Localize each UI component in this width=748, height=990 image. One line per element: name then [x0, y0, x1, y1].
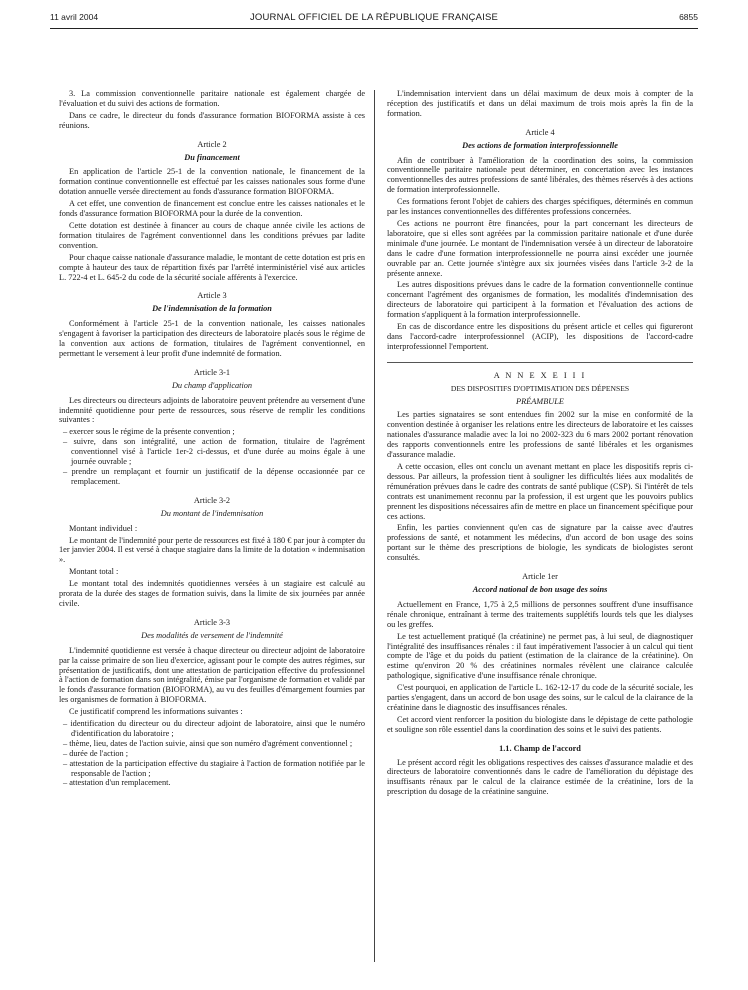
paragraph: L'indemnité quotidienne est versée à chaque directeur ou directeur adjoint de laboratoire par la caisse primaire de son lieu d'exercice, agissant pour le compte des autres régimes, sur présentation de justificatifs, dont une attestation de participation effective du professionnel à l'action de formation dans son intégralité, émise par l'organisme de formation et validé par le fonds d'assurance formation (BIOFORMA), au vu des feuilles d'émargement fournies par les organismes de formation à BIOFORMA.	[59, 645, 365, 705]
paragraph: Les autres dispositions prévues dans le cadre de la formation conventionnelle continue concernant l'agrément des organismes de formation, les modalités d'indemnisation des directeurs de laboratoire qui participent à la formation et l'évaluation des actions de formation s'appliquent à la formation interprofessionnelle.	[387, 280, 693, 320]
paragraph: Cette dotation est destinée à financer au cours de chaque année civile les actions de formation titulaires de l'agrément conventionnel dans les conditions prévues par ladite convention.	[59, 220, 365, 250]
article-subtitle: Du champ d'application	[171, 380, 253, 390]
paragraph: A cette occasion, elles ont conclu un avenant mettant en place les dispositifs repris ci-dessous. Par ailleurs, la profession tient à souligner les difficultés liées aux modalités de rémunération prévues dans le cadre des contrats de santé publique (CSP). Si l'intérêt de tels contrats est unanimement reconnu par la profession, il est urgent que les pouvoirs publics prennent les dispositions nécessaires afin de mettre en place un financement spécifique pour ces actions.	[387, 462, 693, 521]
article-heading: Article 3-1	[193, 367, 231, 377]
paragraph: Ces actions ne pourront être financées, pour la part concernant les directeurs de laboratoire, que si elles sont agréées par la commission paritaire nationale et d'une durée minimale d'une journée. Le montant de l'indemnisation versée à un directeur de laboratoire dans le cadre d'une formation interprofessionnelle ne pourra ainsi excéder une journée ouvrable par an. Cette journée s'intègre aux six journées visées dans l'article 3-2 de la présente annexe.	[387, 218, 693, 278]
paragraph: Actuellement en France, 1,75 à 2,5 millions de personnes souffrent d'une insuffisance rénale chronique, entraînant à terme des traitements supplétifs lourds tels que les dialyses ou les greffes.	[387, 599, 693, 629]
article-subtitle: Du montant de l'indemnisation	[160, 508, 264, 518]
preamble-heading: PRÉAMBULE	[516, 396, 564, 406]
paragraph: Le montant de l'indemnité pour perte de ressources est fixé à 180 € par jour à compter du 1er janvier 2004. Il est versé à chaque stagiaire dans la limite de la dotation « indemnisation ».	[59, 535, 365, 565]
list-item: – identification du directeur ou du directeur adjoint de laboratoire, ainsi que le numéro d'identification du laboratoire ;	[63, 719, 365, 738]
header-rule	[50, 28, 698, 29]
list-item: – durée de l'action ;	[63, 748, 129, 758]
paragraph: En cas de discordance entre les dispositions du présent article et celles qui figureront dans l'accord-cadre interprofessionnel (ACIP), les dispositions de l'accord-cadre interprofessionnel l'emportent.	[387, 322, 693, 351]
paragraph: Cet accord vient renforcer la position du biologiste dans le dépistage de cette pathologie et souligne son rôle essentiel dans la coordination des soins et le suivi des patients.	[387, 714, 693, 734]
list-item: – prendre un remplaçant et fournir un justificatif de la dépense occasionnée par ce remplacement.	[63, 467, 365, 486]
paragraph: Les directeurs ou directeurs adjoints de laboratoire peuvent prétendre au versement d'une indemnité quotidienne pour perte de ressources, sous réserve de remplir les conditions suivantes :	[59, 395, 365, 425]
paragraph: 3. La commission conventionnelle paritaire nationale est également chargée de l'évaluation et du suivi des actions de formation.	[59, 89, 365, 108]
paragraph: Conformément à l'article 25-1 de la convention nationale, les caisses nationales s'engagent à favoriser la participation des directeurs de laboratoire placés sous le régime de la convention aux actions de formation, titulaires de l'agrément conventionnel, en permettant le versement à leur profit d'une indemnité de formation.	[59, 319, 365, 358]
paragraph: Dans ce cadre, le directeur du fonds d'assurance formation BIOFORMA assiste à ces réunions.	[59, 110, 365, 130]
column-divider	[374, 90, 375, 962]
article-title: Du financement	[184, 152, 240, 162]
justificatif-list	[59, 719, 365, 788]
label-line: Montant individuel :	[69, 523, 138, 533]
left-column	[59, 89, 365, 790]
article-subtitle: Des modalités de versement de l'indemnité	[141, 630, 283, 640]
paragraph: Ces formations feront l'objet de cahiers des charges spécifiques, déterminés en commun par les instances conventionnelles des différentes professions concernées.	[387, 197, 693, 217]
page-header	[50, 12, 698, 26]
list-item: – thème, lieu, dates de l'action suivie, ainsi que son numéro d'agrément conventionnel ;	[63, 738, 353, 748]
paragraph: Enfin, les parties conviennent qu'en cas de signature par la caisse avec d'autres professions de santé, et notamment les médecins, d'un accord de bon usage des soins portant sur le thème des prescriptions de biologie, les syndicats de biologistes seront consultés.	[387, 523, 693, 563]
article-heading: Article 4	[525, 127, 555, 137]
condition-list	[59, 427, 365, 486]
article-heading: Article 3	[197, 291, 227, 301]
paragraph: Le présent accord régit les obligations respectives des caisses d'assurance maladie et des directeurs de laboratoire conventionnés dans le cadre de l'amélioration du dépistage des insuffisants rénaux par le calcul de la clairance estimée de la créatinine, lors de la prescription du dosage de la créatinine sanguine.	[387, 757, 693, 797]
list-item: – suivre, dans son intégralité, une action de formation, titulaire de l'agrément conventionnel visé à l'article 1er-2 ci-dessus, et d'une durée au moins égale à une journée ouvrable ;	[63, 437, 365, 467]
paragraph: Ce justificatif comprend les informations suivantes :	[69, 707, 243, 717]
article-title: Accord national de bon usage des soins	[472, 584, 608, 594]
paragraph: C'est pourquoi, en application de l'article L. 162-12-17 du code de la sécurité sociale, les parties s'engagent, dans un accord de bon usage des soins, sur le calcul de la clairance de la créatinine dans le diagnostic des insuffisances rénales.	[387, 683, 693, 712]
article-title: Des actions de formation interprofessionnelle	[462, 140, 618, 150]
page-number: 6855	[679, 12, 698, 22]
paragraph: Les parties signataires se sont entendues fin 2002 sur la mise en conformité de la convention destinée à organiser les relations entre les directeurs de laboratoire et les caisses nationales d'assurance maladie avec la loi no 2002-323 du 6 mars 2002 portant rénovation des rapports conventionnels entre les professions de santé libérales et les organismes d'assurance maladie.	[387, 410, 693, 460]
label-line: Montant total :	[69, 567, 119, 577]
annex-title: DES DISPOSITIFS D'OPTIMISATION DES DÉPENSES	[450, 383, 630, 393]
paragraph: Pour chaque caisse nationale d'assurance maladie, le montant de cette dotation est pris en compte à hauteur des taux de répartition fixés par l'arrêté interministériel visé aux articles L. 722-4 et L. 645-2 du code de la sécurité sociale afférents à l'exercice.	[59, 252, 365, 282]
annex-label: A N N E X E I I I	[387, 362, 693, 381]
list-item: – attestation de la participation effective du stagiaire à l'action de formation notifiée par le responsable de l'action ;	[63, 758, 365, 778]
journal-title: JOURNAL OFFICIEL DE LA RÉPUBLIQUE FRANÇAISE	[249, 12, 499, 23]
article-title: De l'indemnisation de la formation	[152, 304, 272, 314]
section-title: 1.1. Champ de l'accord	[499, 743, 581, 753]
article-heading: Article 3-3	[193, 617, 231, 627]
paragraph: Afin de contribuer à l'amélioration de la coordination des soins, la commission conventionnelle paritaire nationale peut déterminer, en concertation avec les instances conventionnelles des autres professions de santé libérales, des thèmes réservés à des actions de formation interprofessionnelle.	[387, 155, 693, 195]
paragraph: En application de l'article 25-1 de la convention nationale, le financement de la formation continue conventionnelle est effectué par les caisses nationales sous forme d'une dotation annuelle versée directement au fonds d'assurance formation BIOFORMA.	[59, 167, 365, 197]
list-item: – attestation d'un remplacement.	[63, 778, 171, 788]
paragraph: Le montant total des indemnités quotidiennes versées à un stagiaire est calculé au prorata de la durée des stages de formation suivis, dans la limite de six journées par année civile.	[59, 579, 365, 608]
article-heading: Article 1er	[522, 572, 558, 582]
paragraph: A cet effet, une convention de financement est conclue entre les caisses nationales et le fonds d'assurance formation BIOFORMA pour la durée de la convention.	[59, 199, 365, 219]
right-column	[387, 89, 693, 799]
header-date: 11 avril 2004	[50, 12, 99, 22]
list-item: – exercer sous le régime de la présente convention ;	[63, 427, 235, 437]
paragraph: Le test actuellement pratiqué (la créatinine) ne permet pas, à lui seul, de diagnostiquer l'intégralité des insuffisances rénales : il faut impérativement l'associer à un calcul qui tient compte de l'âge et du poids du patient (estimation de la clairance de la créatinine). On estime qu'environ 20 % des créatinines normales révèlent une clairance calculée pathologique, significative d'une insuffisance rénale chronique.	[387, 631, 693, 681]
article-heading: Article 2	[197, 139, 227, 149]
paragraph: L'indemnisation intervient dans un délai maximum de deux mois à compter de la réception des justificatifs et dans un délai maximum de trois mois après la fin de la formation.	[387, 89, 693, 118]
article-heading: Article 3-2	[193, 495, 231, 505]
